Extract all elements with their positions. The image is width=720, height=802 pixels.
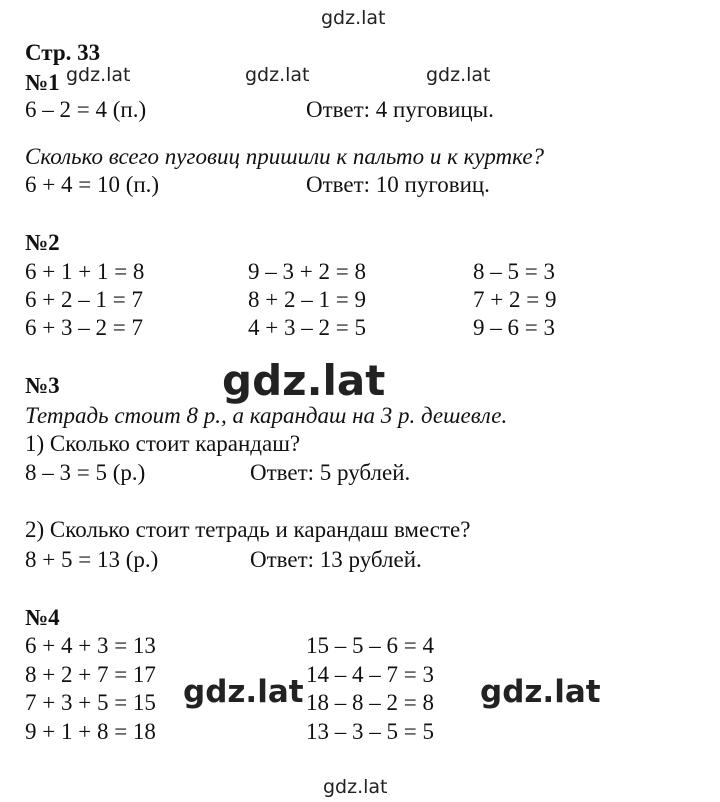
task3-answer-1: Ответ: 5 рублей. [250,460,411,485]
task3-number: №3 [25,373,60,398]
task2-expression: 8 + 2 – 1 = 9 [248,287,366,312]
watermark-row1-b: gdz.lat [245,64,310,86]
task2-expression: 6 + 3 – 2 = 7 [25,315,143,340]
task4-expression: 9 + 1 + 8 = 18 [25,719,156,744]
page-label: Стр. 33 [25,40,101,65]
task3-question-1: 1) Сколько стоит карандаш? [25,431,301,456]
task1-answer-1: Ответ: 4 пуговицы. [306,97,494,122]
task2-expression: 4 + 3 – 2 = 5 [248,315,366,340]
task4-expression: 13 – 3 – 5 = 5 [306,719,434,744]
task4-expression: 8 + 2 + 7 = 17 [25,662,156,687]
watermark-mid-right: gdz.lat [480,674,601,710]
task3-equation-2: 8 + 5 = 13 (р.) [25,547,159,572]
task4-expression: 15 – 5 – 6 = 4 [306,633,434,658]
task1-question: Сколько всего пуговиц пришили к пальто и к куртке? [25,144,545,169]
task4-expression: 18 – 8 – 2 = 8 [306,690,434,715]
task4-number: №4 [25,605,60,630]
task2-number: №2 [25,230,60,255]
watermark-bottom: gdz.lat [323,776,388,798]
task3-answer-2: Ответ: 13 рублей. [250,547,422,572]
task3-condition: Тетрадь стоит 8 р., а карандаш на 3 р. дешевле. [25,403,508,428]
task2-expression: 6 + 1 + 1 = 8 [25,259,145,284]
task1-equation-2: 6 + 4 = 10 (п.) [25,172,160,197]
task2-expression: 8 – 5 = 3 [473,259,555,284]
task2-expression: 7 + 2 = 9 [473,287,557,312]
task1-equation-1: 6 – 2 = 4 (п.) [25,97,147,122]
task2-expression: 9 – 3 + 2 = 8 [248,259,366,284]
task1-number: №1 [25,70,60,95]
task4-expression: 14 – 4 – 7 = 3 [306,662,434,687]
task4-expression: 7 + 3 + 5 = 15 [25,690,156,715]
task4-expression: 6 + 4 + 3 = 13 [25,633,156,658]
watermark-row1-a: gdz.lat [66,64,131,86]
task3-question-2: 2) Сколько стоит тетрадь и карандаш вместе? [25,517,471,542]
watermark-center: gdz.lat [222,356,386,405]
watermark-mid-left: gdz.lat [183,674,304,710]
task1-answer-2: Ответ: 10 пуговиц. [306,172,490,197]
watermark-top: gdz.lat [321,7,386,29]
task2-expression: 6 + 2 – 1 = 7 [25,287,143,312]
task3-equation-1: 8 – 3 = 5 (р.) [25,460,146,485]
watermark-row1-c: gdz.lat [426,64,491,86]
task2-expression: 9 – 6 = 3 [473,315,555,340]
